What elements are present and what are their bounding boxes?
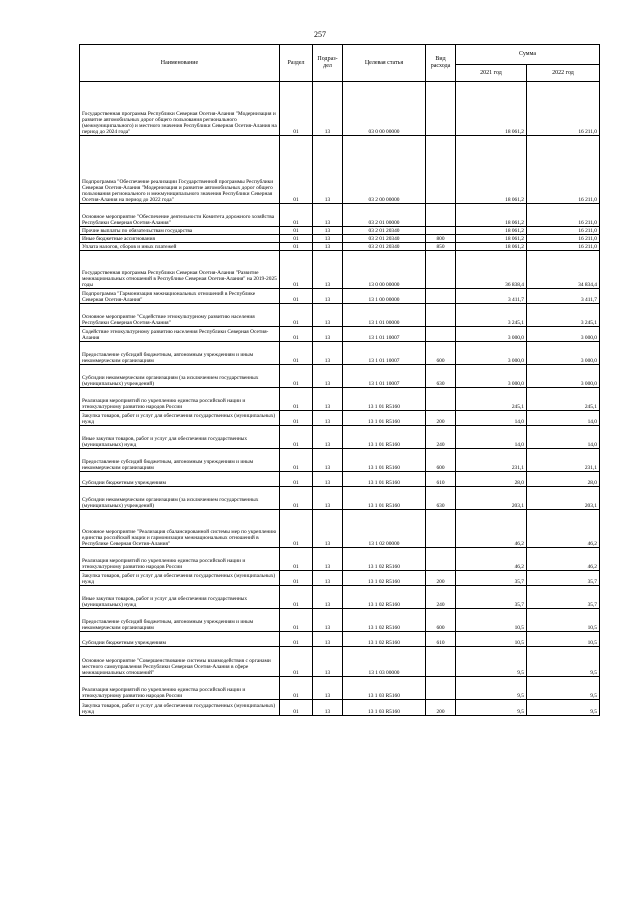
row-sum-2021: 36 838,4 bbox=[456, 251, 527, 289]
row-expense-type: 200 bbox=[426, 571, 456, 586]
row-section: 01 bbox=[280, 487, 313, 510]
row-subsection: 13 bbox=[313, 227, 343, 235]
row-subsection: 13 bbox=[313, 609, 343, 632]
row-target: 13 1 01 10007 bbox=[343, 365, 426, 388]
table-row bbox=[80, 327, 600, 342]
row-subsection: 13 bbox=[313, 487, 343, 510]
row-name: Реализация мероприятий по укреплению единства российской нации и этнокультурному развитию народов России bbox=[80, 548, 280, 571]
row-section: 01 bbox=[280, 243, 313, 251]
row-subsection: 13 bbox=[313, 677, 343, 700]
table-row bbox=[80, 548, 600, 571]
row-expense-type: 800 bbox=[426, 235, 456, 243]
row-sum-2021: 18 061,2 bbox=[456, 227, 527, 235]
row-sum-2022: 46,2 bbox=[527, 510, 600, 548]
row-sum-2021: 35,7 bbox=[456, 571, 527, 586]
row-section: 01 bbox=[280, 365, 313, 388]
row-expense-type: 200 bbox=[426, 411, 456, 426]
row-subsection: 13 bbox=[313, 342, 343, 365]
table-row bbox=[80, 304, 600, 327]
row-target: 13 1 00 00000 bbox=[343, 289, 426, 304]
row-expense-type: 240 bbox=[426, 426, 456, 449]
row-name: Основное мероприятие "Совершенствование системы взаимодействия с органами местного самоуправления Республики Северная Осетия-Алания в сфере межнациональных отношений" bbox=[80, 647, 280, 677]
row-target: 03 2 01 00000 bbox=[343, 204, 426, 227]
row-expense-type: 600 bbox=[426, 449, 456, 472]
row-sum-2021: 9,5 bbox=[456, 647, 527, 677]
row-section: 01 bbox=[280, 304, 313, 327]
row-expense-type bbox=[426, 136, 456, 204]
header-year-2022: 2022 год bbox=[527, 65, 600, 82]
row-sum-2021: 231,1 bbox=[456, 449, 527, 472]
row-sum-2021: 3 000,0 bbox=[456, 342, 527, 365]
row-section: 01 bbox=[280, 426, 313, 449]
row-name: Содействие этнокультурному развитию населения Республики Северная Осетия-Алания bbox=[80, 327, 280, 342]
row-name: Государственная программа Республики Северная Осетия-Алания "Развитие межнациональных отношений в Республике Северная Осетия-Алания" на 2019-2025 годы bbox=[80, 251, 280, 289]
row-target: 13 1 02 R5160 bbox=[343, 571, 426, 586]
table-row bbox=[80, 487, 600, 510]
row-expense-type: 850 bbox=[426, 243, 456, 251]
row-subsection: 13 bbox=[313, 426, 343, 449]
row-subsection: 13 bbox=[313, 647, 343, 677]
row-sum-2022: 16 211,0 bbox=[527, 235, 600, 243]
row-sum-2022: 16 211,0 bbox=[527, 82, 600, 136]
row-sum-2021: 18 061,2 bbox=[456, 235, 527, 243]
row-sum-2022: 16 211,0 bbox=[527, 243, 600, 251]
row-target: 13 1 02 00000 bbox=[343, 510, 426, 548]
row-name: Основное мероприятие "Содействие этнокультурному развитию населения Республики Северная Осетия-Алания" bbox=[80, 304, 280, 327]
row-subsection: 13 bbox=[313, 235, 343, 243]
row-sum-2022: 16 211,0 bbox=[527, 227, 600, 235]
table-row bbox=[80, 227, 600, 235]
row-sum-2021: 3 411,7 bbox=[456, 289, 527, 304]
row-sum-2022: 3 000,0 bbox=[527, 365, 600, 388]
row-target: 03 0 00 00000 bbox=[343, 82, 426, 136]
row-sum-2022: 14,0 bbox=[527, 411, 600, 426]
row-section: 01 bbox=[280, 289, 313, 304]
table-row bbox=[80, 243, 600, 251]
row-expense-type bbox=[426, 227, 456, 235]
row-section: 01 bbox=[280, 204, 313, 227]
row-expense-type: 240 bbox=[426, 586, 456, 609]
row-name: Предоставление субсидий бюджетным, автономным учреждениям и иным некоммерческим организациям bbox=[80, 449, 280, 472]
table-header bbox=[80, 45, 600, 82]
row-name: Прочие выплаты по обязательствам государства bbox=[80, 227, 280, 235]
row-name: Подпрограмма "Обеспечение реализации Государственной программы Республики Северная Осетия-Алания "Модернизация и развитие автомобильных дорог общего пользования регионального и межмуниципального значения Республики Северная Осетия-Алания на период до 2022 года" bbox=[80, 136, 280, 204]
row-name: Иные бюджетные ассигнования bbox=[80, 235, 280, 243]
table-row bbox=[80, 235, 600, 243]
row-sum-2021: 203,1 bbox=[456, 487, 527, 510]
row-section: 01 bbox=[280, 411, 313, 426]
row-section: 01 bbox=[280, 700, 313, 716]
row-subsection: 13 bbox=[313, 251, 343, 289]
row-section: 01 bbox=[280, 647, 313, 677]
row-sum-2022: 10,5 bbox=[527, 609, 600, 632]
row-name: Субсидии некоммерческим организациям (за исключением государственных (муниципальных) учреждений) bbox=[80, 487, 280, 510]
row-sum-2022: 10,5 bbox=[527, 632, 600, 647]
row-target: 13 1 03 R5160 bbox=[343, 700, 426, 716]
row-sum-2022: 16 211,0 bbox=[527, 136, 600, 204]
row-target: 13 0 00 00000 bbox=[343, 251, 426, 289]
page-number: 257 bbox=[314, 30, 326, 39]
row-name: Основное мероприятие "Реализация сбалансированной системы мер по укреплению единства российской нации и гармонизации межнациональных отношений в Республике Северная Осетия-Алания" bbox=[80, 510, 280, 548]
header-target: Целевая статья bbox=[343, 45, 426, 82]
row-expense-type: 610 bbox=[426, 632, 456, 647]
row-name: Закупка товаров, работ и услуг для обеспечения государственных (муниципальных) нужд bbox=[80, 571, 280, 586]
row-subsection: 13 bbox=[313, 632, 343, 647]
row-section: 01 bbox=[280, 251, 313, 289]
row-target: 13 1 01 R5160 bbox=[343, 472, 426, 487]
row-expense-type: 630 bbox=[426, 487, 456, 510]
row-name: Уплата налогов, сборов и иных платежей bbox=[80, 243, 280, 251]
row-target: 13 1 01 00000 bbox=[343, 304, 426, 327]
row-name: Предоставление субсидий бюджетным, автономным учреждениям и иным некоммерческим организациям bbox=[80, 342, 280, 365]
table-row bbox=[80, 586, 600, 609]
row-target: 03 2 01 20340 bbox=[343, 243, 426, 251]
row-expense-type bbox=[426, 251, 456, 289]
row-sum-2021: 18 061,2 bbox=[456, 204, 527, 227]
row-section: 01 bbox=[280, 388, 313, 411]
row-sum-2022: 9,5 bbox=[527, 647, 600, 677]
table-row bbox=[80, 449, 600, 472]
row-expense-type: 600 bbox=[426, 342, 456, 365]
row-target: 13 1 01 10007 bbox=[343, 342, 426, 365]
row-expense-type: 600 bbox=[426, 609, 456, 632]
row-subsection: 13 bbox=[313, 586, 343, 609]
row-expense-type bbox=[426, 82, 456, 136]
row-expense-type bbox=[426, 289, 456, 304]
row-section: 01 bbox=[280, 235, 313, 243]
row-target: 13 1 01 R5160 bbox=[343, 449, 426, 472]
row-name: Иные закупки товаров, работ и услуг для обеспечения государственных (муниципальных) нужд bbox=[80, 586, 280, 609]
row-section: 01 bbox=[280, 82, 313, 136]
row-section: 01 bbox=[280, 136, 313, 204]
header-name: Наименование bbox=[80, 45, 280, 82]
table-body bbox=[80, 82, 600, 716]
table-row bbox=[80, 411, 600, 426]
row-subsection: 13 bbox=[313, 411, 343, 426]
row-sum-2021: 10,5 bbox=[456, 609, 527, 632]
row-section: 01 bbox=[280, 677, 313, 700]
table-row bbox=[80, 388, 600, 411]
row-expense-type bbox=[426, 548, 456, 571]
row-subsection: 13 bbox=[313, 548, 343, 571]
row-target: 13 1 02 R5160 bbox=[343, 609, 426, 632]
row-sum-2022: 9,5 bbox=[527, 677, 600, 700]
row-section: 01 bbox=[280, 586, 313, 609]
row-sum-2021: 3 000,0 bbox=[456, 327, 527, 342]
row-target: 03 2 01 20340 bbox=[343, 235, 426, 243]
row-subsection: 13 bbox=[313, 388, 343, 411]
row-name: Реализация мероприятий по укреплению единства российской нации и этнокультурному развитию народов России bbox=[80, 388, 280, 411]
header-section: Раздел bbox=[280, 45, 313, 82]
row-sum-2022: 245,1 bbox=[527, 388, 600, 411]
row-sum-2022: 28,0 bbox=[527, 472, 600, 487]
row-sum-2022: 3 411,7 bbox=[527, 289, 600, 304]
row-sum-2021: 28,0 bbox=[456, 472, 527, 487]
row-subsection: 13 bbox=[313, 365, 343, 388]
row-name: Субсидии некоммерческим организациям (за исключением государственных (муниципальных) учреждений) bbox=[80, 365, 280, 388]
row-subsection: 13 bbox=[313, 510, 343, 548]
row-section: 01 bbox=[280, 327, 313, 342]
row-expense-type: 630 bbox=[426, 365, 456, 388]
row-sum-2021: 18 061,2 bbox=[456, 243, 527, 251]
table-row bbox=[80, 136, 600, 204]
row-name: Закупка товаров, работ и услуг для обеспечения государственных (муниципальных) нужд bbox=[80, 411, 280, 426]
table-row bbox=[80, 632, 600, 647]
row-subsection: 13 bbox=[313, 304, 343, 327]
row-name: Государственная программа Республики Северная Осетия-Алания "Модернизация и развитие автомобильных дорог общего пользования регионального (межмуниципального) и местного значения Республики Северная Осетия-Алания на период до 2024 года" bbox=[80, 82, 280, 136]
row-sum-2022: 9,5 bbox=[527, 700, 600, 716]
row-name: Субсидии бюджетным учреждениям bbox=[80, 472, 280, 487]
row-section: 01 bbox=[280, 342, 313, 365]
header-year-2021: 2021 год bbox=[456, 65, 527, 82]
table-row bbox=[80, 472, 600, 487]
row-section: 01 bbox=[280, 449, 313, 472]
budget-table bbox=[79, 44, 600, 716]
row-sum-2021: 46,2 bbox=[456, 548, 527, 571]
row-subsection: 13 bbox=[313, 289, 343, 304]
row-sum-2021: 3 245,1 bbox=[456, 304, 527, 327]
row-sum-2022: 34 834,4 bbox=[527, 251, 600, 289]
row-sum-2022: 3 245,1 bbox=[527, 304, 600, 327]
table-row bbox=[80, 510, 600, 548]
row-expense-type bbox=[426, 204, 456, 227]
table-row bbox=[80, 426, 600, 449]
table-row bbox=[80, 647, 600, 677]
header-subsection: Подраз-дел bbox=[313, 45, 343, 82]
row-target: 13 1 02 R5160 bbox=[343, 632, 426, 647]
row-section: 01 bbox=[280, 227, 313, 235]
row-expense-type bbox=[426, 510, 456, 548]
table-row bbox=[80, 700, 600, 716]
row-subsection: 13 bbox=[313, 327, 343, 342]
row-sum-2022: 35,7 bbox=[527, 586, 600, 609]
table-row bbox=[80, 82, 600, 136]
header-sum: Сумма bbox=[456, 45, 600, 65]
row-expense-type bbox=[426, 677, 456, 700]
row-expense-type bbox=[426, 327, 456, 342]
row-expense-type: 610 bbox=[426, 472, 456, 487]
row-expense-type: 200 bbox=[426, 700, 456, 716]
row-sum-2022: 14,0 bbox=[527, 426, 600, 449]
row-target: 13 1 01 10007 bbox=[343, 327, 426, 342]
row-name: Субсидии бюджетным учреждениям bbox=[80, 632, 280, 647]
row-sum-2021: 3 000,0 bbox=[456, 365, 527, 388]
row-subsection: 13 bbox=[313, 136, 343, 204]
table-row bbox=[80, 365, 600, 388]
row-sum-2022: 231,1 bbox=[527, 449, 600, 472]
row-section: 01 bbox=[280, 510, 313, 548]
row-name: Подпрограмма "Гармонизация межнациональных отношений в Республике Северная Осетия-Алания" bbox=[80, 289, 280, 304]
row-name: Основное мероприятие "Обеспечение деятельности Комитета дорожного хозяйства Республики Северная Осетия-Алания" bbox=[80, 204, 280, 227]
row-sum-2021: 245,1 bbox=[456, 388, 527, 411]
row-sum-2022: 16 211,0 bbox=[527, 204, 600, 227]
row-target: 13 1 02 R5160 bbox=[343, 548, 426, 571]
row-sum-2021: 9,5 bbox=[456, 700, 527, 716]
row-sum-2021: 18 061,2 bbox=[456, 82, 527, 136]
row-expense-type bbox=[426, 388, 456, 411]
row-target: 13 1 02 R5160 bbox=[343, 586, 426, 609]
row-sum-2022: 203,1 bbox=[527, 487, 600, 510]
row-section: 01 bbox=[280, 632, 313, 647]
row-name: Иные закупки товаров, работ и услуг для обеспечения государственных (муниципальных) нужд bbox=[80, 426, 280, 449]
row-name: Закупка товаров, работ и услуг для обеспечения государственных (муниципальных) нужд bbox=[80, 700, 280, 716]
row-sum-2021: 46,2 bbox=[456, 510, 527, 548]
row-sum-2022: 3 000,0 bbox=[527, 327, 600, 342]
row-sum-2021: 18 061,2 bbox=[456, 136, 527, 204]
row-target: 13 1 03 R5160 bbox=[343, 677, 426, 700]
row-sum-2022: 3 000,0 bbox=[527, 342, 600, 365]
row-section: 01 bbox=[280, 472, 313, 487]
row-target: 13 1 03 00000 bbox=[343, 647, 426, 677]
table-row bbox=[80, 571, 600, 586]
row-subsection: 13 bbox=[313, 243, 343, 251]
row-expense-type bbox=[426, 647, 456, 677]
row-target: 13 1 01 R5160 bbox=[343, 388, 426, 411]
row-expense-type bbox=[426, 304, 456, 327]
row-target: 03 2 01 20340 bbox=[343, 227, 426, 235]
row-sum-2021: 14,0 bbox=[456, 411, 527, 426]
row-subsection: 13 bbox=[313, 700, 343, 716]
table-row bbox=[80, 677, 600, 700]
row-subsection: 13 bbox=[313, 571, 343, 586]
row-name: Реализация мероприятий по укреплению единства российской нации и этнокультурному развитию народов России bbox=[80, 677, 280, 700]
row-subsection: 13 bbox=[313, 204, 343, 227]
row-section: 01 bbox=[280, 609, 313, 632]
row-target: 13 1 01 R5160 bbox=[343, 426, 426, 449]
table-row bbox=[80, 204, 600, 227]
row-subsection: 13 bbox=[313, 449, 343, 472]
row-sum-2022: 46,2 bbox=[527, 548, 600, 571]
row-section: 01 bbox=[280, 571, 313, 586]
row-sum-2021: 35,7 bbox=[456, 586, 527, 609]
row-sum-2021: 14,0 bbox=[456, 426, 527, 449]
table-row bbox=[80, 342, 600, 365]
row-subsection: 13 bbox=[313, 82, 343, 136]
row-target: 03 2 00 00000 bbox=[343, 136, 426, 204]
row-name: Предоставление субсидий бюджетным, автономным учреждениям и иным некоммерческим организациям bbox=[80, 609, 280, 632]
row-sum-2022: 35,7 bbox=[527, 571, 600, 586]
row-section: 01 bbox=[280, 548, 313, 571]
row-target: 13 1 01 R5160 bbox=[343, 487, 426, 510]
row-subsection: 13 bbox=[313, 472, 343, 487]
table-row bbox=[80, 289, 600, 304]
row-target: 13 1 01 R5160 bbox=[343, 411, 426, 426]
table-row bbox=[80, 251, 600, 289]
row-sum-2021: 9,5 bbox=[456, 677, 527, 700]
row-sum-2021: 10,5 bbox=[456, 632, 527, 647]
table-row bbox=[80, 609, 600, 632]
header-expense-type: Вид расхода bbox=[426, 45, 456, 82]
